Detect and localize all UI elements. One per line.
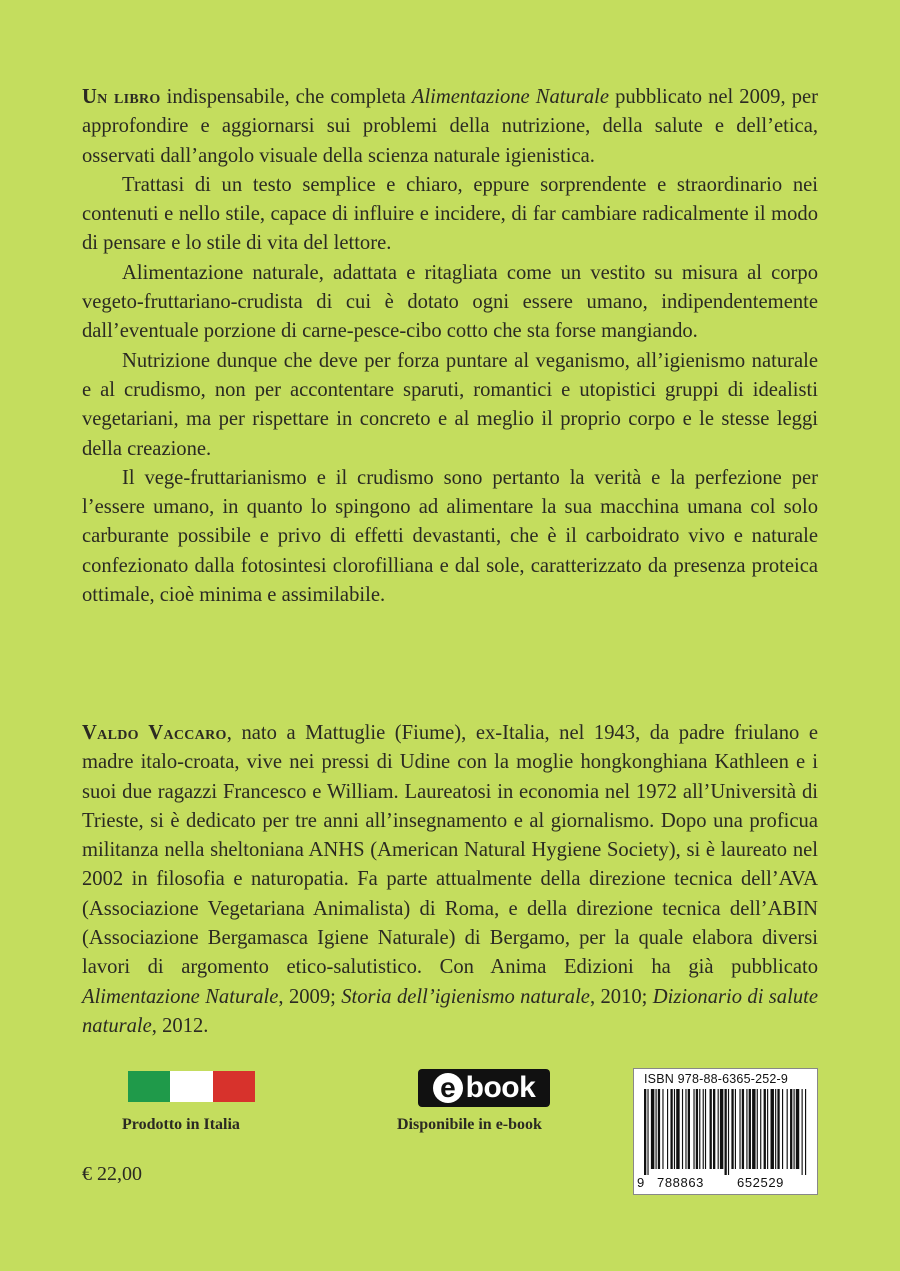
barcode-bar xyxy=(682,1089,683,1169)
barcode-bar xyxy=(782,1089,783,1169)
isbn-number: ISBN 978-88-6365-252-9 xyxy=(644,1072,789,1086)
barcode-bar xyxy=(688,1089,690,1169)
barcode-bar xyxy=(767,1089,768,1169)
barcode-bar xyxy=(752,1089,755,1169)
barcode-bar xyxy=(796,1089,799,1169)
description-paragraph-2: Trattasi di un testo semplice e chiaro, eppure sorprendente e straordinario nei contenuti e nello stile, capace di influire e incidere, di far cambiare radicalmente il modo di pensare e lo stile di vita del lettore. xyxy=(82,173,818,255)
barcode-bar xyxy=(802,1089,803,1175)
price: € 22,00 xyxy=(82,1163,142,1185)
description-paragraph-3: Alimentazione naturale, adattata e ritagliata come un vestito su misura al corpo vegeto-fruttariano-crudista di cui è dotato ogni essere umano, indipendentemente dall’eventuale porzione di carne-pesce-cibo cotto che sta forse mangiando. xyxy=(82,261,818,343)
ebook-caption: Disponibile in e-book xyxy=(397,1116,542,1133)
barcode-bar xyxy=(728,1089,729,1175)
lead-words: Un libro xyxy=(82,86,161,108)
barcode-bar xyxy=(651,1089,654,1169)
barcode-bar xyxy=(658,1089,660,1169)
barcode-digits-left: 788863 xyxy=(657,1175,704,1190)
barcode-bar xyxy=(685,1089,686,1169)
barcode-bar xyxy=(670,1089,672,1169)
book-title: Alimentazione Naturale xyxy=(411,86,609,108)
barcode-bar xyxy=(662,1089,663,1169)
barcode-bar xyxy=(739,1089,740,1169)
barcode-bar xyxy=(757,1089,758,1169)
description-paragraph-4: Nutrizione dunque che deve per forza puntare al veganismo, all’igienismo naturale e al crudismo, non per accontentare sparuti, romantici e utopistici gruppi di idealisti vegetariani, ma per rispettare in concreto e al meglio il proprio corpo e le stesse leggi della creazione. xyxy=(82,349,818,460)
made-in-italy-caption: Prodotto in Italia xyxy=(122,1116,240,1133)
author-name: Valdo Vaccaro xyxy=(82,722,227,744)
book-description xyxy=(82,83,818,610)
flag-stripe-green xyxy=(128,1071,170,1102)
ebook-logo-e: e xyxy=(433,1073,463,1103)
barcode-bar xyxy=(760,1089,761,1169)
description-text: indispensabile, che completa xyxy=(160,86,412,108)
barcode-bar xyxy=(674,1089,675,1169)
barcode-bar xyxy=(667,1089,668,1169)
barcode-bar xyxy=(705,1089,706,1169)
barcode-bar xyxy=(693,1089,694,1169)
barcode-bar xyxy=(746,1089,747,1169)
barcode-bar xyxy=(764,1089,766,1169)
barcode-bar xyxy=(771,1089,774,1169)
barcode-bar xyxy=(777,1089,779,1169)
italian-flag-icon xyxy=(128,1071,255,1102)
barcode-bar xyxy=(775,1089,776,1169)
description-paragraph-1 xyxy=(82,83,818,171)
barcode-bar xyxy=(735,1089,736,1169)
barcode-bar xyxy=(790,1089,792,1169)
flag-stripe-red xyxy=(213,1071,255,1102)
barcode-bar xyxy=(644,1089,646,1175)
barcode-bar xyxy=(718,1089,719,1169)
barcode-digits-right: 652529 xyxy=(737,1175,784,1190)
barcode-bar xyxy=(699,1089,700,1169)
book-title: Dizionario di salute naturale xyxy=(82,985,818,1037)
barcode-bar xyxy=(676,1089,679,1169)
book-title: Storia dell’igienismo naturale xyxy=(341,985,590,1008)
isbn-barcode xyxy=(633,1068,818,1195)
description-paragraph-5: Il vege-fruttarianismo e il crudismo sono pertanto la verità e la perfezione per l’essere umano, in quanto lo spingono ad alimentare la sua macchina umana col solo carburante possibile e privo di effetti devastanti, che è il carboidrato vivo e naturale confezionato dalla fotosintesi clorofilliana e dal sole, caratterizzato da presenza proteica ottimale, cioè minima e assimilabile. xyxy=(82,466,818,607)
barcode-bar xyxy=(787,1089,788,1169)
bio-paragraph xyxy=(82,719,818,1041)
barcode-bar xyxy=(805,1089,806,1175)
barcode-bar xyxy=(731,1089,733,1169)
barcode-bar xyxy=(713,1089,715,1169)
flag-stripe-white xyxy=(170,1071,212,1102)
barcode-bar xyxy=(720,1089,723,1169)
barcode-bar xyxy=(656,1089,657,1169)
barcode-bars-icon xyxy=(644,1089,807,1175)
bio-text: , nato a Mattuglie (Fiume), ex-Italia, nel 1943, da padre friulano e madre italo-croata, vive nei pressi di Udine con la moglie hongkonghiana Kathleen e i suoi due ragazzi Francesco e William. Laureatosi in economia nel 1972 all’Università di Trieste, si è dedicato per tre anni all’insegnamento e al giornalismo. Dopo una proficua militanza nella sheltoniana ANHS (American Natural Hygiene Society), si è laureato nel 2002 in filosofia e naturopatia. Fa parte attualmente della direzione tecnica dell’AVA (Associazione Vegetariana Animalista) di Roma, e della direzione tecnica dell’ABIN (Associazione Bergamasca Igiene Naturale) di Bergamo, per la quale elabora diversi lavori di argomento etico-salutistico. Con Anima Edizioni ha già pubblicato xyxy=(82,722,818,979)
description-text: pubblicato nel 2009, per approfondire e aggiornarsi sui problemi della nutrizione, della salute e dell’etica, osservati dall’angolo visuale della scienza naturale igienistica. xyxy=(82,86,818,167)
author-bio xyxy=(82,719,818,1041)
bio-text: , 2009; xyxy=(278,985,342,1008)
barcode-bar xyxy=(742,1089,744,1169)
bio-text: , 2012. xyxy=(151,1014,209,1037)
barcode-bar xyxy=(725,1089,727,1175)
ebook-logo-icon xyxy=(418,1069,550,1107)
book-title: Alimentazione Naturale xyxy=(82,985,279,1008)
barcode-bar xyxy=(647,1089,648,1175)
barcode-bar xyxy=(703,1089,704,1169)
bio-text: , 2010; xyxy=(589,985,653,1008)
barcode-bar xyxy=(696,1089,698,1169)
barcode-bar xyxy=(794,1089,795,1169)
barcode-bar xyxy=(749,1089,751,1169)
barcode-bar xyxy=(710,1089,712,1169)
ebook-logo-text: book xyxy=(465,1071,536,1104)
barcode-digit-first: 9 xyxy=(637,1175,645,1190)
